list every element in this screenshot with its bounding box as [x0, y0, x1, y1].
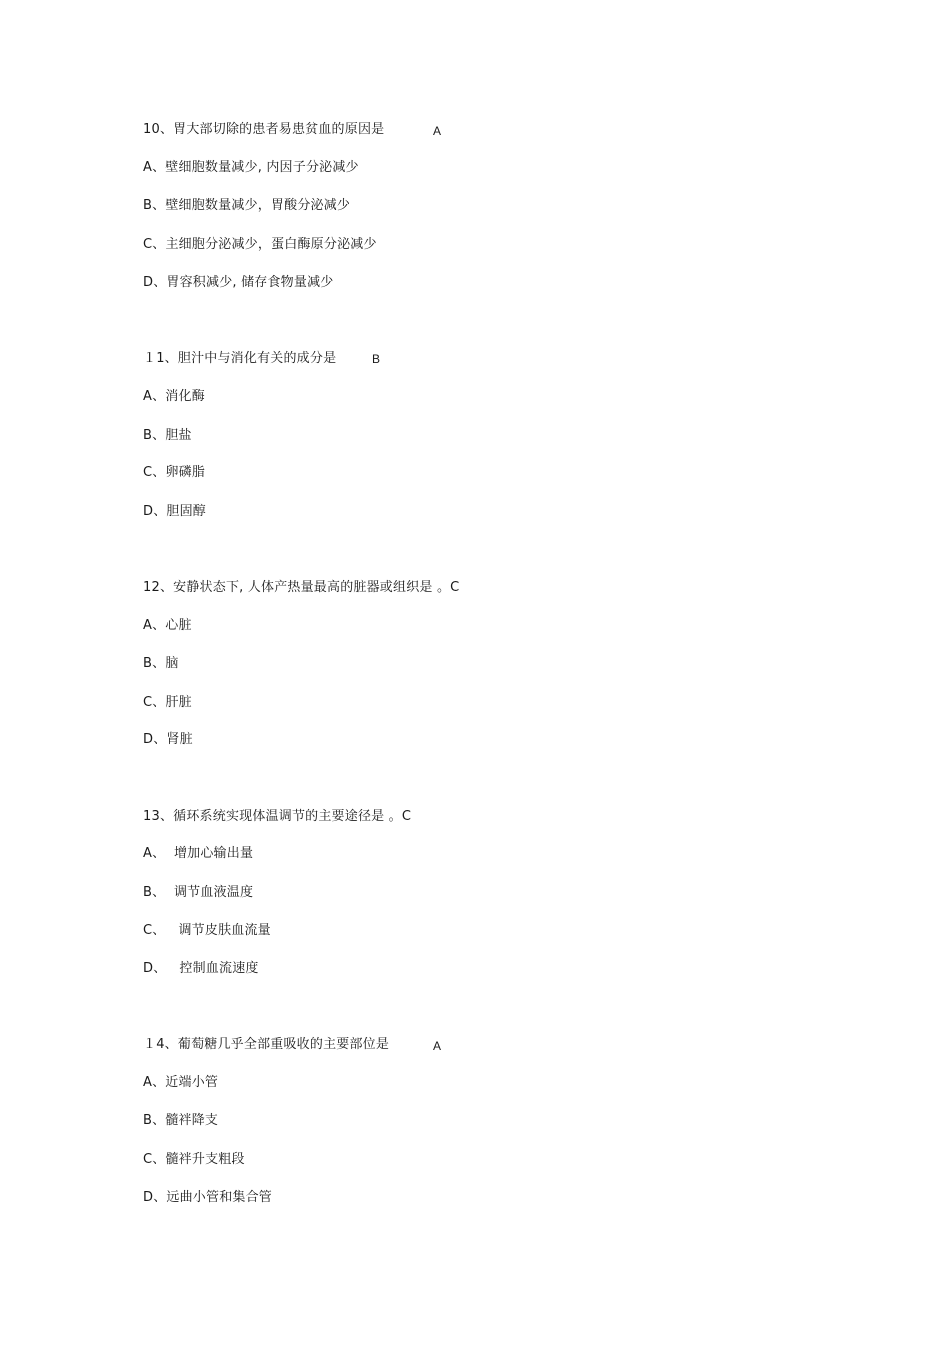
- question-11-option-c: C、卵磷脂: [143, 465, 206, 480]
- question-14-answer: A: [433, 1039, 442, 1053]
- question-13-option-a: A、 增加心输出量: [143, 846, 254, 861]
- question-11-option-a: A、消化酶: [143, 389, 205, 404]
- question-12-stem: 12、安静状态下, 人体产热量最高的脏器或组织是 。C: [143, 580, 460, 595]
- question-11-stem: １1、胆汁中与消化有关的成分是: [143, 351, 337, 366]
- question-13-stem: 13、循环系统实现体温调节的主要途径是 。C: [143, 809, 412, 824]
- question-12-option-c: C、肝脏: [143, 695, 192, 710]
- question-12-option-a: A、心脏: [143, 618, 192, 633]
- question-10-option-a: A、壁细胞数量减少, 内因子分泌减少: [143, 160, 359, 175]
- question-10-stem: 10、胃大部切除的患者易患贫血的原因是: [143, 122, 385, 137]
- question-11-option-b: B、胆盐: [143, 428, 192, 443]
- question-13-option-c: C、 调节皮肤血流量: [143, 923, 271, 938]
- question-13-option-b: B、 调节血液温度: [143, 885, 254, 900]
- question-12-option-b: B、脑: [143, 656, 179, 671]
- question-11-answer: B: [372, 352, 381, 366]
- question-13-option-d: D、 控制血流速度: [143, 961, 259, 976]
- question-14-option-c: C、髓袢升支粗段: [143, 1152, 245, 1167]
- question-11-option-d: D、胆固醇: [143, 504, 207, 519]
- question-12-option-d: D、肾脏: [143, 732, 193, 747]
- question-10-option-c: C、主细胞分泌减少，蛋白酶原分泌减少: [143, 237, 377, 252]
- question-14-option-a: A、近端小管: [143, 1075, 219, 1090]
- question-14-stem: １4、葡萄糖几乎全部重吸收的主要部位是: [143, 1037, 390, 1052]
- question-14-option-b: B、髓袢降支: [143, 1113, 219, 1128]
- question-10-answer: A: [433, 124, 442, 138]
- question-10-option-b: B、壁细胞数量减少，胃酸分泌减少: [143, 198, 351, 213]
- question-10-option-d: D、胃容积减少, 储存食物量减少: [143, 275, 334, 290]
- question-14-option-d: D、远曲小管和集合管: [143, 1190, 273, 1205]
